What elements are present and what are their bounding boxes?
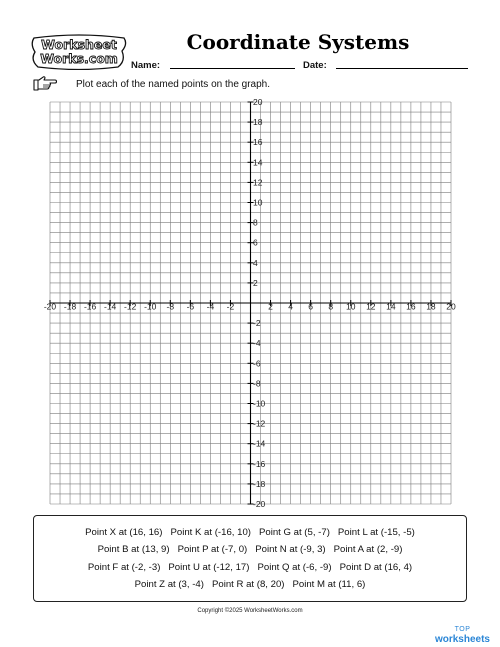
- x-tick-label: -6: [186, 301, 195, 312]
- y-tick-label: 4: [253, 257, 258, 268]
- x-tick-label: 18: [426, 301, 436, 312]
- points-list-box: [33, 515, 467, 602]
- x-tick-label: 12: [366, 301, 376, 312]
- y-tick-label: 20: [253, 97, 263, 107]
- x-tick-label: 4: [288, 301, 293, 312]
- points-list: [34, 524, 466, 593]
- svg-text:Worksheet: Worksheet: [41, 37, 117, 52]
- y-tick-label: 12: [253, 177, 263, 188]
- point-item: Point L at (-15, -5): [337, 527, 415, 538]
- point-item: Point Q at (-6, -9): [257, 561, 332, 573]
- y-tick-label: -20: [253, 499, 266, 509]
- x-tick-label: 6: [308, 301, 314, 312]
- point-item: Point B at (13, 9): [97, 544, 170, 556]
- point-item: Point F at (-2, -3): [87, 561, 161, 573]
- x-tick-label: 2: [268, 301, 273, 312]
- point-item: Point R at (8, 20): [211, 578, 285, 590]
- y-tick-label: -12: [253, 418, 266, 429]
- point-item: Point G at (5, -7): [258, 527, 330, 538]
- point-item: Point K at (-16, 10): [170, 527, 251, 538]
- point-item: Point A at (2, -9): [333, 544, 403, 556]
- page-title: Coordinate Systems: [186, 30, 410, 54]
- point-item: Point D at (16, 4): [339, 561, 413, 573]
- y-tick-label: -16: [253, 458, 266, 469]
- x-tick-label: -14: [104, 301, 117, 312]
- y-tick-label: 18: [253, 117, 263, 128]
- brand-top: TOP: [454, 626, 471, 633]
- points-row: [34, 559, 466, 576]
- name-label: Name:: [131, 60, 161, 71]
- y-tick-label: 8: [253, 217, 258, 228]
- y-tick-label: -4: [253, 338, 261, 349]
- point-item: Point X at (16, 16): [85, 527, 163, 538]
- x-tick-label: -20: [43, 301, 57, 312]
- y-tick-label: 2: [253, 277, 258, 288]
- date-label: Date:: [303, 60, 327, 71]
- point-item: Point U at (-12, 17): [168, 561, 250, 573]
- x-tick-label: 14: [386, 301, 396, 312]
- point-item: Point Z at (3, -4): [134, 578, 204, 590]
- points-row: [34, 576, 466, 593]
- point-item: Point N at (-9, 3): [255, 544, 326, 556]
- x-tick-label: -4: [206, 301, 215, 312]
- x-tick-label: 20: [446, 301, 456, 312]
- point-item: Point P at (-7, 0): [177, 544, 248, 556]
- y-tick-label: -10: [253, 398, 266, 409]
- y-tick-label: -18: [253, 478, 266, 489]
- y-tick-label: -6: [253, 358, 261, 369]
- y-tick-label: -8: [253, 378, 261, 389]
- y-tick-label: 6: [253, 237, 258, 248]
- points-row: [34, 541, 466, 558]
- x-tick-label: -16: [83, 301, 97, 312]
- brand-main: worksheets: [434, 634, 490, 645]
- y-tick-label: 10: [253, 197, 263, 208]
- x-tick-label: -2: [226, 301, 235, 312]
- svg-text:Works.com: Works.com: [40, 51, 118, 66]
- x-tick-label: -12: [124, 301, 137, 312]
- points-row: [34, 524, 466, 541]
- y-tick-label: 16: [253, 137, 263, 148]
- instruction-text: Plot each of the named points on the graph.: [76, 79, 271, 90]
- y-tick-label: -2: [253, 318, 261, 329]
- y-tick-label: 14: [253, 157, 263, 168]
- x-tick-label: -8: [166, 301, 175, 312]
- x-tick-label: 16: [406, 301, 416, 312]
- x-tick-label: 8: [328, 301, 334, 312]
- point-item: Point M at (11, 6): [292, 578, 366, 590]
- x-tick-label: -10: [144, 301, 157, 312]
- topworksheets-logo: [435, 626, 490, 645]
- x-tick-label: -18: [63, 301, 77, 312]
- x-tick-label: 10: [346, 301, 356, 312]
- y-tick-label: -14: [253, 438, 266, 449]
- copyright-text: Copyright ©2025 WorksheetWorks.com: [197, 608, 303, 614]
